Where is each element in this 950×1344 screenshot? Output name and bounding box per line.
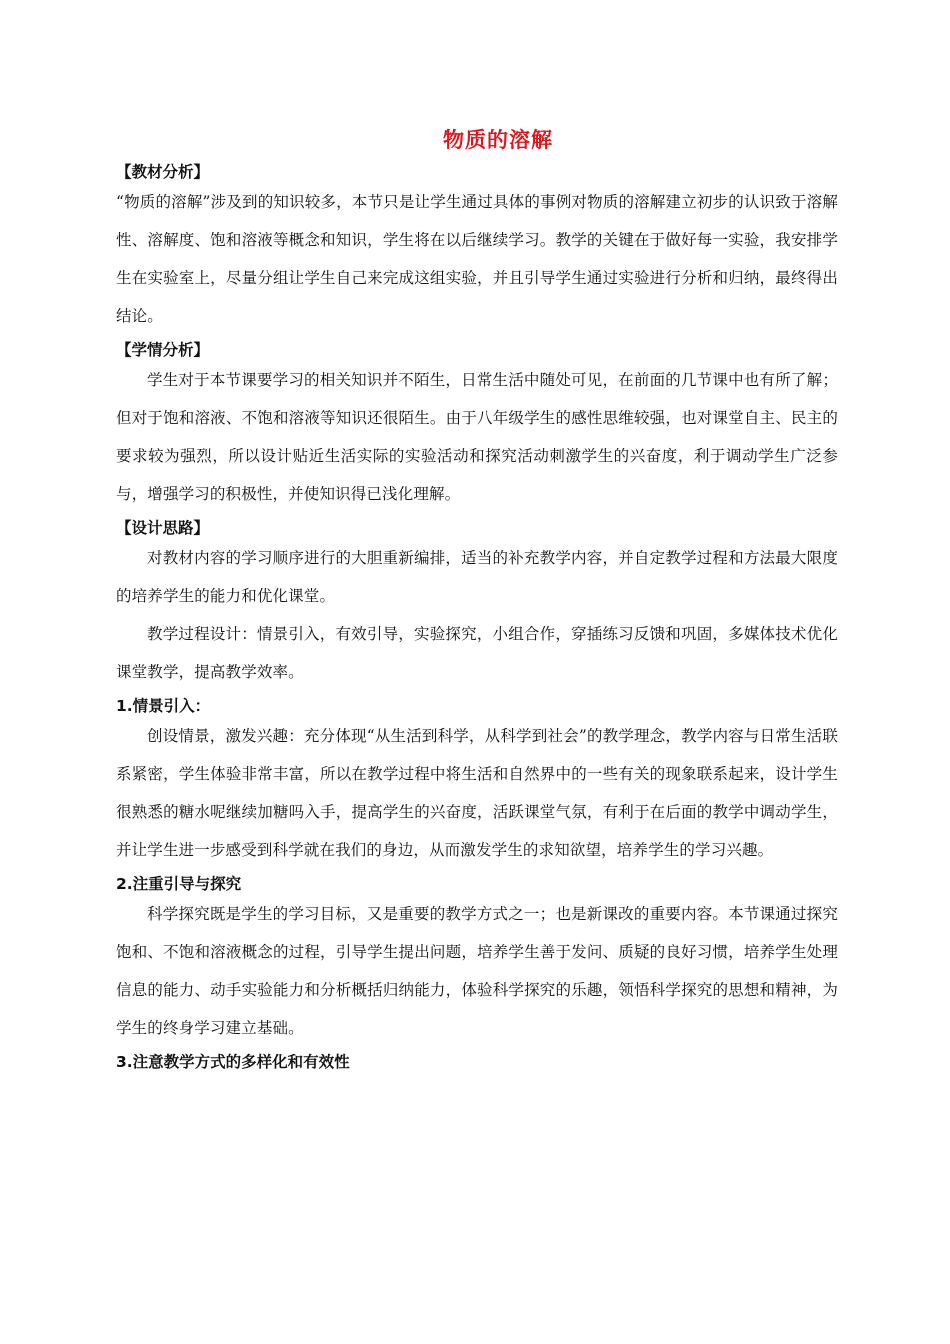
paragraph-scene-introduction: 创设情景，激发兴趣：充分体现“从生活到科学，从科学到社会”的教学理念，教学内容与日常生活联系紧密，学生体验非常丰富，所以在教学过程中将生活和自然界中的一些有关的现象联系起来，设计学生很熟悉的糖水呢继续加糖吗入手，提高学生的兴奋度，活跃课堂气氛，有利于在后面的教学中调动学生，并让学生进一步感受到科学就在我们的身边，从而激发学生的求知欲望，培养学生的学习兴趣。 <box>116 727 838 859</box>
document-body <box>116 161 838 1080</box>
paragraph-student-analysis: 学生对于本节课要学习的相关知识并不陌生，日常生活中随处可见，在前面的几节课中也有所了解；但对于饱和溶液、不饱和溶液等知识还很陌生。由于八年级学生的感性思维较强，也对课堂自主、民主的要求较为强烈，所以设计贴近生活实际的实验活动和探究活动刺激学生的兴奋度，利于调动学生广泛参与，增强学习的积极性，并使知识得已浅化理解。 <box>116 371 838 503</box>
paragraph-design-idea-2: 教学过程设计：情景引入，有效引导，实验探究，小组合作，穿插练习反馈和巩固，多媒体技术优化课堂教学，提高教学效率。 <box>116 625 838 681</box>
section-heading-textbook-analysis: 【教材分析】 <box>116 163 210 181</box>
paragraph-guidance-inquiry: 科学探究既是学生的学习目标，又是重要的教学方式之一；也是新课改的重要内容。本节课通过探究饱和、不饱和溶液概念的过程，引导学生提出问题，培养学生善于发问、质疑的良好习惯，培养学生处理信息的能力、动手实验能力和分析概括归纳能力，体验科学探究的乐趣，领悟科学探究的思想和精神，为学生的终身学习建立基础。 <box>116 905 838 1037</box>
section-heading-guidance-inquiry: 2.注重引导与探究 <box>116 875 242 893</box>
section-heading-design-idea: 【设计思路】 <box>116 519 210 537</box>
section-heading-scene-introduction: 1.情景引入： <box>116 697 211 715</box>
paragraph-design-idea-1: 对教材内容的学习顺序进行的大胆重新编排，适当的补充教学内容，并自定教学过程和方法最大限度的培养学生的能力和优化课堂。 <box>116 549 838 605</box>
section-heading-teaching-methods: 3.注意教学方式的多样化和有效性 <box>116 1053 350 1071</box>
section-heading-student-analysis: 【学情分析】 <box>116 341 210 359</box>
document-title: 物质的溶解 <box>443 128 553 152</box>
paragraph-textbook-analysis: “物质的溶解”涉及到的知识较多，本节只是让学生通过具体的事例对物质的溶解建立初步的认识致于溶解性、溶解度、饱和溶液等概念和知识，学生将在以后继续学习。教学的关键在于做好每一实验，我安排学生在实验室上，尽量分组让学生自己来完成这组实验，并且引导学生通过实验进行分析和归纳，最终得出结论。 <box>116 193 838 325</box>
